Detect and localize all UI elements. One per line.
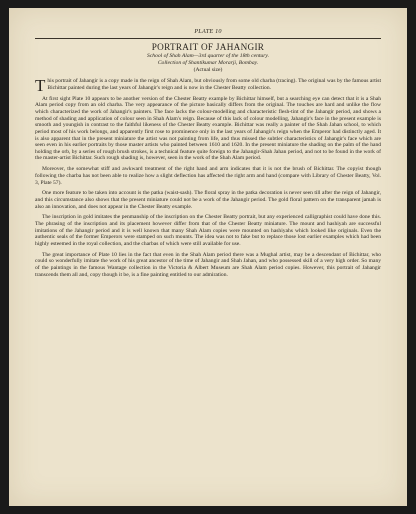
paragraph-5: The inscription in gold imitates the penmanship of the inscription on the Chester Beatty portrait, but any experienced calligraphist could have done this. The phrasing of the inscription and its placement however differ from that of the Chester Beatty miniature. The mount and hashiyah are successful imitations of the Jahangir period and it is well known that many Shah Alam copies were mounted on hashiyahs which looked like originals. Even the authentic seals of the former Emperors were stamped on such mounts. The idea was not to fake but to replace those lost earlier examples which had been highly esteemed in the royal collection, and the charbas of which were still available for use. bbox=[35, 214, 381, 247]
paragraph-6: The great importance of Plate 10 lies in the fact that even in the Shah Alam period there was a Mughal artist, may be a descendant of Bichittar, who could so wonderfully imitate the work of his great ancestor of the time of Jahangir and Shah Jahan, and who possessed skill of a very high order. So many of the paintings in the famous Wantage collection in the Victoria & Albert Museum are Shah Alam period copies. However, this portrait of Jahangir transcends them all and, copy though it be, is a fine painting entitled to our admiration. bbox=[35, 251, 381, 278]
paragraph-1-text: his portrait of Jahangir is a copy made in the reign of Shah Alam, but obviously from some old charba (tracing). The original was by the famous artist Bichittar painted during the last years of Jahangir's reign and is now in the Chester Beatty collection. bbox=[47, 78, 381, 92]
document-page bbox=[9, 8, 407, 506]
collection-line: Collection of Shantikumar Morarji, Bombay. bbox=[157, 59, 259, 66]
drop-cap: T bbox=[35, 76, 46, 96]
page-title: PORTRAIT OF JAHANGIR bbox=[151, 42, 265, 52]
paragraph-3: Moreover, the somewhat stiff and awkward treatment of the right hand and arm indicates that it is not the brush of Bichittar. The copyist though following the charba has not been able to realize how a slight deflection has affected the right arm and hand (compare with Library of Chester Beatty, Vol. 3, Plate 57). bbox=[35, 166, 381, 186]
size-note: (Actual size) bbox=[193, 66, 223, 73]
page-content bbox=[35, 28, 381, 282]
paragraph-2: At first sight Plate 10 appears to be another version of the Chester Beatty example by Bichittar himself, but a searching eye can detect that it is a Shah Alam period copy from an old charba. The very appearance of the picture basically differs from the original. The touches are hard and unlike the flow which characterized the work of Jahangir's painters. The face lacks the colour-modelling and characteristic flesh-tint of the Jahangir period, and shows a method of shading and application of colour seen in Shah Alam's reign. Because of this lack of colour modelling, Jahangir's face in the present example is smooth and youngish in contrast to the faithful likeness of the Chester Beatty example. Bichittar was really a painter of the Shah Jahan school, to which period most of his work belongs, and apparently first rose to prominence only in the last years of Jahangir's reign when the Emperor had distinctly aged. It is also apparent that in the present miniature the artist was not painting from life, and thus missed the subtler characteristics of Jahangir's face which are seen even in his earlier portraits by those master artists who painted between 1610 and 1620. In the present miniature the shading on the palm of the hand holding the orb, by a series of rough brush strokes, is a technical feature quite foreign to the Jahangir-Shah Jahan period, and not to be found in the work of the master-artist Bichittar. Such rough shading is, however, seen in the work of the Shah Alam period. bbox=[35, 95, 381, 162]
paragraph-1 bbox=[35, 76, 381, 96]
header-rule bbox=[35, 38, 381, 39]
school-line: School of Shah Alam—3rd quarter of the 18th century. bbox=[147, 53, 269, 59]
plate-number: PLATE 10 bbox=[194, 28, 222, 35]
paragraph-4: One more feature to be taken into account is the patka (waist-sash). The floral spray in the patka decoration is never seen till after the reign of Jahangir, and this circumstance also shows that the present miniature could not be a work of the Jahangir period. The gold floral pattern on the transparent jamah is also an innovation, and does not appear in the Chester Beatty example. bbox=[35, 190, 381, 210]
